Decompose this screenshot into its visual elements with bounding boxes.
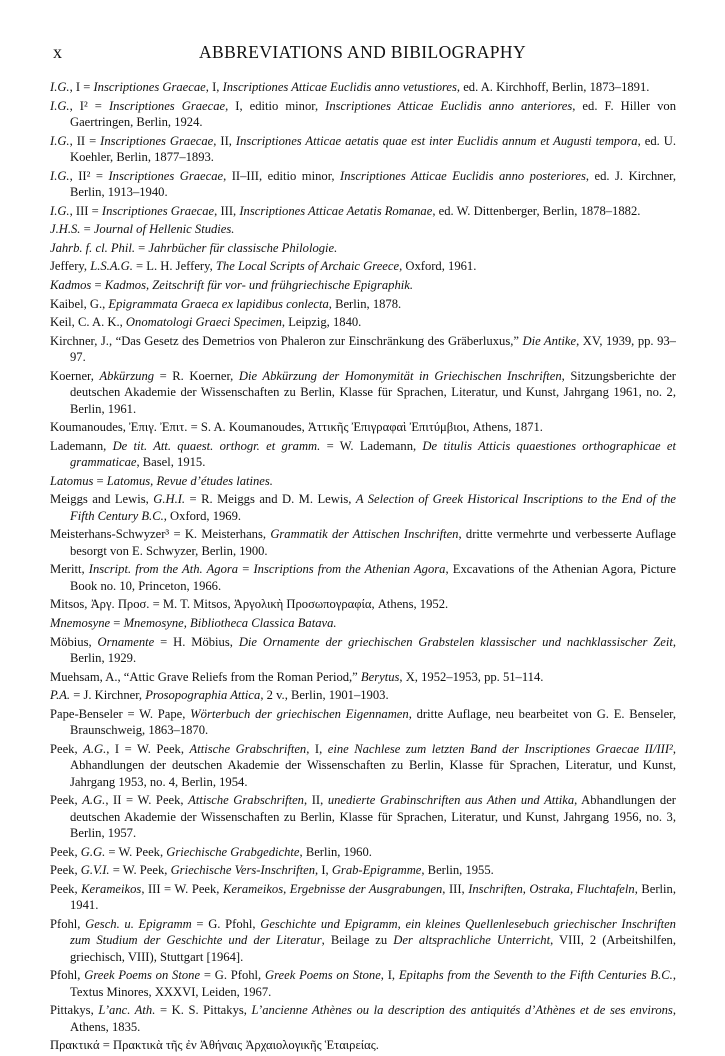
entry-text: , I² = [69, 98, 109, 113]
entry-text: Meritt, [50, 562, 89, 577]
entry-text: = W. Lademann, [320, 438, 423, 453]
entry-italic-text: J.H.S. [50, 222, 81, 237]
entry-italic-text: Inscriptiones Atticae aetatis quae est inter Euclidis annum et Augusti tempora [235, 133, 638, 148]
entry-italic-text: unedierte Grabinschriften aus Athen und Attika [327, 793, 575, 808]
entry-text: , ed. U. Koehler, Berlin, 1877–1893. [70, 133, 676, 164]
bibliography-entry [50, 168, 676, 201]
entry-text: , X, 1952–1953, pp. 51–114. [399, 669, 544, 684]
entry-italic-text: Die Ornamente der griechischen Grabstelen klassischer und nachklassischer Zeit [238, 634, 673, 649]
bibliography-entry [50, 881, 676, 914]
entry-italic-text: Wörterbuch der griechischen Eigennamen [190, 706, 409, 721]
entry-text: , Sitzungsberichte der deutschen Akademie der Wissenschaften zu Berlin, Klasse für Sprachen, Literatur, und Kunst, Jahrgang 1961, no. 2, Berlin, 1961. [70, 368, 676, 416]
entry-italic-text: Epigrammata Graeca ex lapidibus conlecta [108, 296, 329, 311]
entry-text: , Abhandlungen der deutschen Akademie der Wissenschaften zu Berlin, Klasse für Sprachen, Literatur, und Kunst, Jahrgang 1956, no. 3, Berlin, 1957. [70, 793, 676, 840]
entry-text: = [91, 277, 105, 292]
entry-text: , I = [69, 80, 94, 94]
entry-text: Koumanoudes, Ἐπιγ. Ἐπιτ. = S. A. Koumanoudes, Ἀττικῆς Ἐπιγραφαὶ Ἐπιτύμβιοι, Athens, 1871. [50, 420, 543, 435]
entry-italic-text: Abkürzung [99, 368, 155, 383]
entry-text: = G. Pfohl, [200, 968, 265, 983]
entry-text: = J. Kirchner, [70, 688, 146, 703]
entry-italic-text: Mnemosyne [50, 615, 111, 630]
entry-italic-text: Inscriptiones Graecae [108, 98, 226, 113]
entry-italic-text: Latomus [50, 473, 94, 488]
bibliography-entry [50, 419, 676, 435]
bibliography-entry [50, 491, 676, 524]
bibliography-entry [50, 634, 676, 667]
bibliography-entry [50, 526, 676, 559]
entry-text: Mitsos, Ἀργ. Προσ. = M. T. Mitsos, Ἀργολικὴ Προσωπογραφία, Athens, 1952. [50, 597, 449, 612]
entry-text: , II–III, editio minor, [223, 168, 341, 183]
bibliography-entry [50, 1037, 676, 1053]
bibliography-entry [50, 368, 676, 417]
entry-italic-text: De tit. Att. quaest. orthogr. et gramm. [112, 438, 321, 453]
entry-italic-text: Journal of Hellenic Studies. [93, 222, 235, 237]
entry-italic-text: Jahrb. f. cl. Phil. [50, 240, 135, 255]
bibliography-entry [50, 706, 676, 739]
entry-text: Möbius, [50, 634, 98, 649]
entry-italic-text: A.G. [83, 741, 107, 756]
bibliography-entry [50, 79, 676, 95]
bibliography-entry [50, 203, 676, 219]
entry-text: Kaibel, G., [50, 296, 109, 311]
entry-text: Πρακτικά = Πρακτικὰ τῆς ἐν Ἀθήναις Ἀρχαιολογικῆς Ἑταιρείας. [50, 1038, 379, 1053]
entry-italic-text: Kadmos [50, 277, 92, 292]
entry-text: , Berlin, 1929. [70, 634, 676, 665]
entry-italic-text: Inscriptiones Atticae Euclidis anno vetustiores [222, 80, 457, 94]
entry-text: , III = [69, 203, 102, 218]
entry-text: Peek, [50, 793, 83, 808]
entry-text: , III, [214, 203, 240, 218]
entry-text: , Berlin, 1955. [421, 863, 494, 878]
entry-text: Peek, [50, 881, 82, 896]
entry-text: , I, [205, 80, 223, 94]
entry-italic-text: De titulis Atticis quaestiones orthographicae et grammaticae [70, 438, 676, 470]
bibliography-entry [50, 687, 676, 703]
entry-text: = [80, 222, 94, 237]
bibliography-entry [50, 333, 676, 366]
entry-text: Meisterhans-Schwyzer³ = K. Meisterhans, [50, 527, 271, 542]
entry-text: , Excavations of the Athenian Agora, Picture Book no. 10, Princeton, 1966. [70, 562, 676, 593]
entry-italic-text: Inscriptiones Graecae [100, 133, 214, 148]
entry-italic-text: Griechische Grabgedichte [166, 844, 300, 859]
entry-text: , I, [315, 863, 332, 878]
bibliography-entry [50, 240, 676, 256]
entry-text: Jeffery, [50, 259, 91, 274]
bibliography-entry [50, 314, 676, 330]
entry-italic-text: Jahrbücher für classische Philologie. [148, 240, 338, 255]
bibliography-entry [50, 1002, 676, 1035]
entry-text: Peek, [50, 863, 81, 878]
bibliography-entry [50, 98, 676, 131]
entry-text: , Abhandlungen der deutschen Akademie der Wissenschaften zu Berlin, Klasse für Sprachen, Literatur, und Kunst, Jahrgang 1953, no. 4, Berlin, 1954. [70, 741, 676, 789]
bibliography-entry [50, 438, 676, 471]
entry-italic-text: Griechische Vers-Inschriften [170, 863, 316, 878]
entry-italic-text: I.G. [50, 203, 70, 218]
entry-text: , Berlin, 1941. [70, 881, 676, 913]
entry-text: Keil, C. A. K., [50, 315, 126, 330]
entry-text: , ed. W. Dittenberger, Berlin, 1878–1882. [432, 203, 641, 218]
entry-italic-text: Grab-Epigramme [331, 863, 422, 878]
entry-italic-text: Ornamente [97, 634, 155, 649]
entry-text: , II, [303, 793, 328, 808]
bibliography-entry [50, 221, 676, 237]
entry-italic-text: eine Nachlese zum letzten Band der Inscriptiones Graecae II/III² [327, 741, 673, 756]
entry-text: , Textus Minores, XXXVI, Leiden, 1967. [70, 968, 676, 999]
entry-italic-text: Die Antike [522, 333, 577, 348]
entry-italic-text: I.G. [50, 168, 70, 183]
entry-text: , Basel, 1915. [136, 455, 206, 470]
entry-italic-text: I.G. [50, 98, 70, 113]
entry-text: , VIII, 2 (Arbeitshilfen, griechisch, VIII), Stuttgart [1964]. [70, 933, 676, 964]
entry-text: Lademann, [50, 438, 113, 453]
bibliography-list [50, 79, 676, 1056]
entry-text: , Berlin, 1960. [299, 844, 372, 859]
entry-italic-text: Inscriptiones Graecae [108, 168, 224, 183]
bibliography-entry [50, 615, 676, 631]
bibliography-entry [50, 862, 676, 878]
entry-text: Pfohl, [50, 916, 86, 931]
entry-text: , ed. J. Kirchner, Berlin, 1913–1940. [70, 168, 676, 199]
entry-text: , Athens, 1835. [70, 1003, 676, 1034]
entry-italic-text: Prosopographia Attica [145, 688, 261, 703]
entry-text: Kirchner, J., “Das Gesetz des Demetrios von Phaleron zur Einschränkung des Gräberluxus,” [50, 333, 523, 348]
entry-text: , I = W. Peek, [106, 741, 190, 756]
entry-text: Pittakys, [50, 1003, 99, 1018]
entry-italic-text: Geschichte und Epigramm, ein kleines Quellenlesebuch griechischer Inschriften zum Studium der Geschichte und der Literatur [70, 916, 676, 948]
bibliography-entry [50, 844, 676, 860]
entry-italic-text: Latomus, Revue d’études latines. [106, 473, 273, 488]
entry-italic-text: Inscriptiones Atticae Euclidis anno anteriores [325, 98, 573, 113]
entry-text: = L. H. Jeffery, [132, 259, 216, 274]
entry-text: Peek, [50, 741, 84, 756]
bibliography-entry [50, 258, 676, 274]
entry-text: , III, [442, 881, 469, 896]
bibliography-entry [50, 561, 676, 594]
entry-italic-text: P.A. [50, 688, 71, 703]
entry-text: , Berlin, 1878. [328, 296, 402, 311]
entry-text: , I, [306, 741, 328, 756]
page-title: ABBREVIATIONS AND BIBILOGRAPHY [198, 42, 527, 62]
entry-italic-text: L.S.A.G. [90, 259, 133, 274]
entry-text: = R. Koerner, [154, 368, 239, 383]
entry-italic-text: L’ancienne Athènes ou la description des antiquités d’Athènes et de ses environs [251, 1003, 673, 1018]
entry-text: , III = W. Peek, [141, 881, 223, 896]
bibliography-entry [50, 916, 676, 965]
entry-text: = [135, 240, 149, 255]
entry-italic-text: Inscriptiones Graecae [101, 203, 215, 218]
entry-text: , II = W. Peek, [105, 793, 189, 808]
entry-italic-text: Inscript. from the Ath. Agora [88, 562, 239, 577]
entry-italic-text: Epitaphs from the Seventh to the Fifth Centuries B.C. [398, 968, 673, 983]
bibliography-entry [50, 792, 676, 841]
entry-text: , dritte Auflage, neu bearbeitet von G. E. Benseler, Braunschweig, 1863–1870. [70, 706, 676, 738]
entry-italic-text: Kerameikos [81, 881, 142, 896]
entry-italic-text: Inschriften, Ostraka, Fluchtafeln [468, 881, 635, 896]
entry-text: , I, editio minor, [225, 98, 326, 113]
entry-italic-text: Onomatologi Graeci Specimen [125, 315, 282, 330]
entry-text: , ed. A. Kirchhoff, Berlin, 1873–1891. [456, 80, 650, 94]
entry-text: , 2 v., Berlin, 1901–1903. [260, 688, 389, 703]
entry-text: , ed. F. Hiller von Gaertringen, Berlin, 1924. [70, 98, 676, 129]
bibliography-entry [50, 277, 676, 293]
entry-italic-text: A Selection of Greek Historical Inscriptions to the End of the Fifth Century B.C. [70, 492, 676, 523]
entry-italic-text: Inscriptions from the Athenian Agora [253, 562, 446, 577]
entry-text: = G. Pfohl, [191, 916, 261, 931]
entry-italic-text: Greek Poems on Stone [84, 968, 201, 983]
entry-text: , Oxford, 1969. [163, 508, 242, 523]
entry-italic-text: Inscriptiones Atticae Euclidis anno posteriores [340, 168, 586, 183]
entry-text: , II, [213, 133, 236, 148]
entry-text: , II = [69, 133, 101, 148]
bibliography-entry [50, 669, 676, 685]
entry-text: Peek, [50, 844, 81, 859]
entry-text: = R. Meiggs and D. M. Lewis, [185, 492, 356, 507]
bibliography-entry [50, 967, 676, 1000]
entry-italic-text: Der altsprachliche Unterricht [393, 933, 551, 948]
entry-italic-text: I.G. [50, 80, 70, 94]
entry-italic-text: The Local Scripts of Archaic Greece [215, 259, 400, 274]
entry-text: Pape-Benseler = W. Pape, [50, 706, 191, 721]
entry-italic-text: Attische Grabschriften [188, 793, 304, 808]
entry-text: Pfohl, [50, 968, 85, 983]
entry-text: , Oxford, 1961. [399, 259, 477, 274]
entry-italic-text: Die Abkürzung der Homonymität in Griechischen Inschriften [238, 368, 562, 383]
entry-italic-text: Inscriptiones Atticae Aetatis Romanae [239, 203, 433, 218]
bibliography-entry [50, 296, 676, 312]
entry-italic-text: G.G. [80, 844, 106, 859]
entry-italic-text: Inscriptiones Graecae [93, 80, 206, 94]
entry-text: = K. S. Pittakys, [155, 1003, 252, 1018]
entry-text: Koerner, [50, 368, 100, 383]
bibliography-entry [50, 473, 676, 489]
entry-italic-text: L’anc. Ath. [98, 1003, 156, 1018]
bibliography-entry [50, 133, 676, 166]
entry-italic-text: Kerameikos, Ergebnisse der Ausgrabungen [222, 881, 443, 896]
entry-italic-text: Berytus [360, 669, 400, 684]
entry-text: = H. Möbius, [154, 634, 239, 649]
entry-text: = [110, 615, 124, 630]
bibliography-entry [50, 741, 676, 790]
entry-text: Muehsam, A., “Attic Grave Reliefs from the Roman Period,” [50, 669, 361, 684]
entry-italic-text: Attische Grabschriften [189, 741, 307, 756]
entry-italic-text: Gesch. u. Epigramm [85, 916, 192, 931]
bibliography-entry [50, 596, 676, 612]
entry-text: Meiggs and Lewis, [50, 492, 154, 507]
entry-italic-text: Mnemosyne, Bibliotheca Classica Batava. [123, 615, 337, 630]
page-number: x [53, 42, 62, 62]
entry-text: , XV, 1939, pp. 93–97. [70, 333, 676, 365]
entry-text: , Beilage zu [321, 933, 394, 948]
entry-italic-text: G.V.I. [80, 863, 110, 878]
entry-italic-text: Greek Poems on Stone [264, 968, 381, 983]
entry-text: = W. Peek, [109, 863, 171, 878]
entry-text: , II² = [69, 168, 109, 183]
entry-italic-text: A.G. [82, 793, 106, 808]
entry-text: = [238, 562, 254, 577]
entry-text: , I, [380, 968, 399, 983]
entry-text: = [93, 473, 107, 488]
entry-text: = W. Peek, [105, 844, 167, 859]
entry-italic-text: Grammatik der Attischen Inschriften [270, 527, 459, 542]
entry-italic-text: Kadmos, Zeitschrift für vor- und frühgriechische Epigraphik. [104, 277, 413, 292]
page-header [50, 40, 675, 66]
entry-italic-text: G.H.I. [153, 492, 186, 507]
entry-text: , dritte vermehrte und verbesserte Auflage besorgt von E. Schwyzer, Berlin, 1900. [70, 527, 676, 558]
entry-italic-text: I.G. [50, 133, 70, 148]
entry-text: , Leipzig, 1840. [281, 315, 362, 330]
